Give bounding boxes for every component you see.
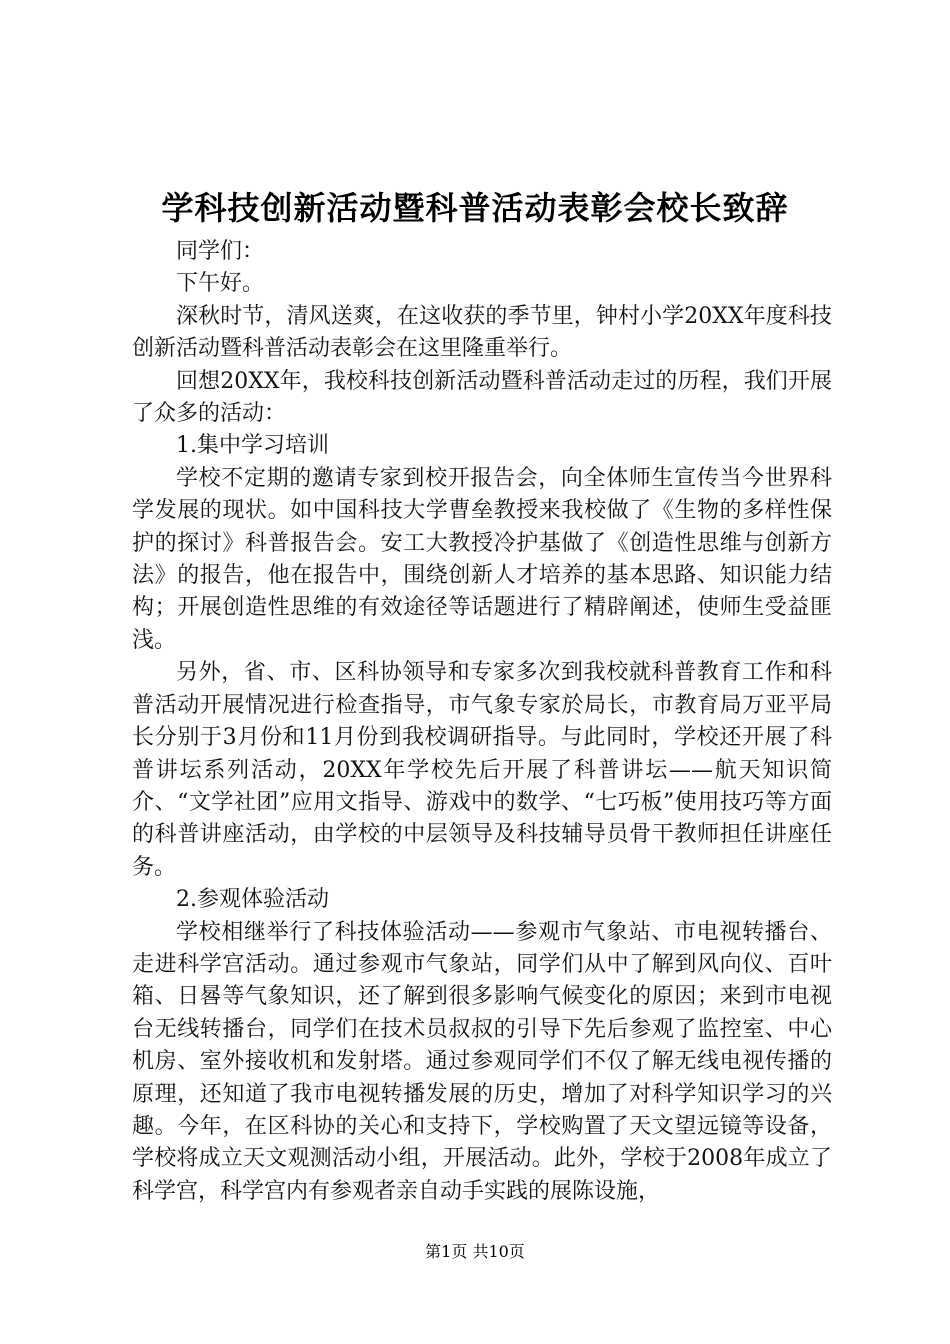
section-heading: 2.参观体验活动 [176,887,329,913]
paragraph: 学校相继举行了科技体验活动——参观市气象站、市电视转播台、走进科学宫活动。通过参观市气象站，同学们从中了解到风向仪、百叶箱、日晷等气象知识，还了解到很多影响气候变化的原因；来到市电视台无线转播台，同学们在技术员叔叔的引导下先后参观了监控室、中心机房、室外接收机和发射塔。通过参观同学们不仅了解无线电视传播的原理，还知道了我市电视转播发展的历史，增加了对科学知识学习的兴趣。今年，在区科协的关心和支持下，学校购置了天文望远镜等设备，学校将成立天文观测活动小组，开展活动。此外，学校于2008年成立了科学宫，科学宫内有参观者亲自动手实践的展陈设施， [132,919,832,1204]
paragraph: 另外，省、市、区科协领导和专家多次到我校就科普教育工作和科普活动开展情况进行检查指导，市气象专家於局长，市教育局万亚平局长分别于3月份和11月份到我校调研指导。与此同时，学校还开展了科普讲坛系列活动，20XX年学校先后开展了科普讲坛——航天知识简介、“文学社团”应用文指导、游戏中的数学、“七巧板”使用技巧等方面的科普讲座活动，由学校的中层领导及科技辅导员骨干教师担任讲座任务。 [132,660,832,880]
paragraph: 深秋时节，清风送爽，在这收获的季节里，钟村小学20XX年度科技创新活动暨科普活动表彰会在这里隆重举行。 [132,303,832,362]
paragraph: 学校不定期的邀请专家到校开报告会，向全体师生宣传当今世界科学发展的现状。如中国科技大学曹垒教授来我校做了《生物的多样性保护的探讨》科普报告会。安工大教授冷护基做了《创造性思维与创新方法》的报告，他在报告中，围绕创新人才培养的基本思路、知识能力结构；开展创造性思维的有效途径等话题进行了精辟阐述，使师生受益匪浅。 [132,465,832,653]
paragraph: 同学们： [176,239,265,264]
paragraph: 回想20XX年，我校科技创新活动暨科普活动走过的历程，我们开展了众多的活动： [132,368,832,427]
paragraph: 下午好。 [176,271,265,297]
section-heading: 1.集中学习培训 [176,433,329,459]
page-footer: 第1页 共10页 [425,1242,525,1261]
document-body [132,236,832,1208]
document-title: 学科技创新活动暨科普活动表彰会校长致辞 [161,189,789,227]
